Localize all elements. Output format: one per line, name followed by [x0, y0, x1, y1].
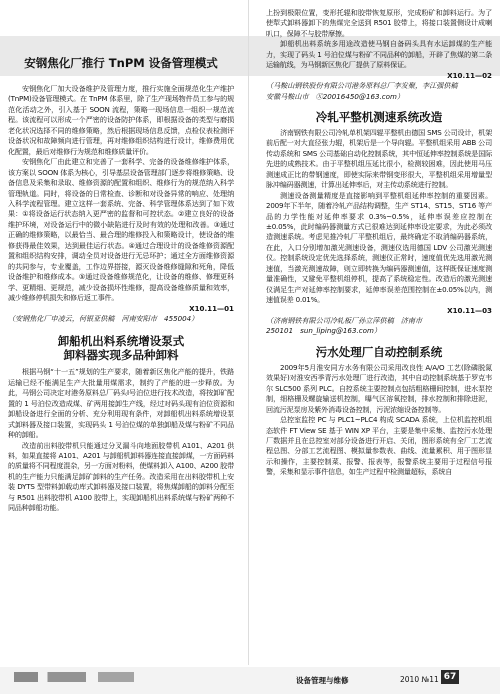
left-column — [8, 84, 234, 514]
article1-paragraph-1: 安钢焦化厂加大设备维护及管理力度，推行实施全面规范化生产维护(TnPM)设备管理模式。在 TnPM 体系里，除了生产现场物件员工参与的规范化活动之外，引入基于 SOON 流程，策略一现场信息一组织一规范流程。该流程可以形成一个严密的设备防护体系，即根据设备的类型与磨损老化状况选择不同的维修策略，然后根据现场信息反馈，点检仪表检测评设备状况和故障频向进行管理，再对维修组织结构进行设计，维修费用优化配置，最后对维修行为规范和维修质量评价。 — [8, 84, 234, 156]
article3-title: 冷轧平整机测速系统改造 — [315, 109, 443, 124]
article1-code: X10.11—01 — [189, 303, 234, 313]
brush-stroke-decoration — [14, 672, 134, 682]
article2-paragraph-2: 改造前出料胶带机只能通过分叉漏斗向地面胶带机 A101、A201 供料，如果直接将 A101、A201 与卸船机卸料器连接直接卸煤，一方面码料的质量将不同程度混杂，另一方面对粉料，使煤料卸入 A100、A200 胶带机的生产能力只能满足卸矿卸料的生产任务。改造采用在出料胶带机上安装 DYTS 型带料卸载动库式卸料器及接口装置，将焦煤卸船的卸料分配至与 R501 出料胶带机 A100 胶带上，实现卸船机出料系统煤与粉矿两种不同品种卸船功能。 — [8, 440, 234, 513]
page-number: 67 — [441, 670, 459, 684]
article2-paragraph-1: 根据马钢“十一五”规划的生产要求，随着新区焦化产能的提升，铁路运输已经不能满足生产大批量用煤需求，制约了产能的进一步释放。为此，马钢公司决定对港务原料总厂码头Ⅰ号泊位进行技术改造，将按卸矿配置的 1 号泊位改造成煤、矿两用接卸生产线，经过对码头现有泊位资源和卸船设备进行全面的分析、充分利用现有条件，对卸船机出料系统增设泵式卸料器及接口装置，实现码头 1 号泊位煤的单独卸船及煤与粉矿不同品种的卸船。 — [8, 367, 234, 440]
column-divider — [248, 0, 249, 665]
article3-paragraph-2: 测速设备测量精度是直接影响到平整机组延伸率控制的重要因素。2009年下半年，随着冷轧产品结构调整，生产 ST14、ST15、ST16 等产品的力学性能对延伸率要求 0.3%~0.5%，延伸率误差应控制在±0.05%，此时编码器测量方式已很难达到延伸率设定要求，为此必须改造测速系统。考虑见推冷轧厂平整机组后，最终确定不取消编码器系统，在此，入口分别增加激光测速设备，测速仪选用德国 LDV 公司激光测速仪。控制系统设定优先选择系统，测速仪正常时，速度值优先选用激光测速值，当激光测速故障，则立即转换为编码器测速值，这样既保证速度测量准确性，又避免平整机组停机，提高了系统稳定性。改造后的激光测速仪满足生产对延伸率控制要求，延伸率误差范围控制在±0.05%以内，测速值误差 0.01%。 — [266, 190, 492, 305]
article2-code: X10.11—02 — [447, 70, 492, 80]
article3-author-line1: （济南钢铁有限公司冷轧板厂孙立萍供稿 济南市 — [266, 316, 423, 326]
article2-title-line2: 卸料器实现多品种卸料 — [63, 348, 179, 363]
issue-number: 2010 №11 — [400, 675, 439, 684]
right-intro-paragraph-2: 卸船机出料系统多用途改造使马钢自备码头具有水运卸煤的生产能力，实现了码头 1 号泊位煤与粉矿不同品种的卸船，开辟了焦煤的第二条运输航线，为马钢新区焦化厂提供了原料保证。 — [266, 39, 492, 70]
article2-author-line2: 安徽马鞍山市 Ⓧ20016450@163.com） — [266, 91, 404, 101]
article1 — [8, 44, 234, 70]
right-intro-paragraph-1: 上扮到极限位置，变形托辊和胶带恢复原形，完成粉矿和卸料运行。为了使犁式卸料器卸下的焦煤完全送到 R501 胶带上，将接口装置侧设计成喇叭口，保障不与胶带摩擦。 — [266, 8, 492, 38]
article1-author: （安钢焦化厂申凌云，何银亚供稿 河南安阳市 455004） — [8, 313, 199, 323]
article4-paragraph-1: 2009年5月淮安同方水务有限公司采用改良性 A/A/O 工艺(除磷脱氮效果好)对淮安西季青污水处理厂进行改造，其中自动控制系统基于罗克韦尔 SLC500 系列 PLC。自控系统主要控制点包括粗格栅间控制，进水泵控制，细格栅及螺旋输送机控制，曝气区溶氧控制，排水控制和排除进泥，回流污泥泵房及紫外消毒设备控制，污泥浓缩设备控制等。 — [266, 362, 492, 414]
article1-title: 安钢焦化厂推行 TnPM 设备管理模式 — [24, 56, 218, 70]
journal-name: 设备管理与维修 — [296, 676, 349, 685]
article1-paragraph-2: 安钢焦化厂由此建立和完善了一套科学、完备的设备维修维护体系，该方案以 SOON 体系为核心，引导基层设备管理部门逐步将维修策略、设备信息及采集和录取、维修资源的配置和组织、维修行为的规范纳入科学管理轨道。同时，将设备的日常检查、诊断和对设备异常的响应、处理纳入科学流程管理。建立这样一套系统、完备、科学管理体系达到了如下效果：①将设备运行状态纳入更严密的监督和可控状态。②建立良好的设备维护环境，对设备运行中的微小缺陷进行及时有效的处理和改善。③通过正确的维修策略，以最恰当、最合理的维修投入和策略设计，使设备的维修获得最佳效果，达到最佳运行状态。④通过合理设计的设备维修资源配置和组织结构安排，调动全员对设备进行无忌环护；通过全方面维修资源的共同参与，专业覆盖，工作边界搭接，源灭设备维修缝隙和死角，降低设备维护和维修成本。⑤通过设备维修规范化，让设备的维修、修理更科学、更精细、更规范，减少设备损坏性维修，提高设备维修质量和效率，减少维修停机损失和修后返工事件。 — [8, 157, 234, 303]
article2-author-line1: （马鞍山钢铁股份有限公司港务原料总厂李发聚，李江强供稿 — [266, 81, 458, 91]
article3-author-line2: 250101 sun_liping@163.com） — [266, 326, 381, 336]
article4-paragraph-2: 总控室监控 PC 与 PLC1~PLC4 构成 SCADA 系统，上位机监控机组态软件 FT View SE 基于 WIN XP 平台，主要是集中采集、监控污水处理厂数据并且在总控室对部分设备进行开启、关闭，图形系统有全厂工艺流程总图、分部工艺流程图、模拟量参数表、曲线、流量累积、用于图形显示和操作，主要控制菜、报警、报表等，报警系统主要用于过程信号报警，采集和显示事件信息，如生产过程中检测量超标，系统自 — [266, 415, 492, 477]
article3-paragraph-1: 济南钢铁有限公司冷轧单机架四辊平整机由德国 SMS 公司设计，机架前后配一对大直径张力辊，机架后是一个导向辊。平整机组采用 ABB 公司传动系统和 SMS 公司基础自动化控制系统，其中恒延伸率控制系统是国际先进的成熟技术。由于平整机组压延比很小，检测较困难，因此使用马压测速成正比的带钢速度，即使实际来带钢变形很大，平整机组采用增量型脉冲编码器测速，计算出延伸率后，对主传动系统进行控制。 — [266, 127, 492, 190]
article3-code: X10.11—03 — [447, 305, 492, 315]
article2-title-line1: 卸船机出料系统增设泵式 — [57, 334, 185, 349]
right-column — [266, 8, 492, 478]
article4-title: 污水处理厂自动控制系统 — [315, 344, 443, 359]
